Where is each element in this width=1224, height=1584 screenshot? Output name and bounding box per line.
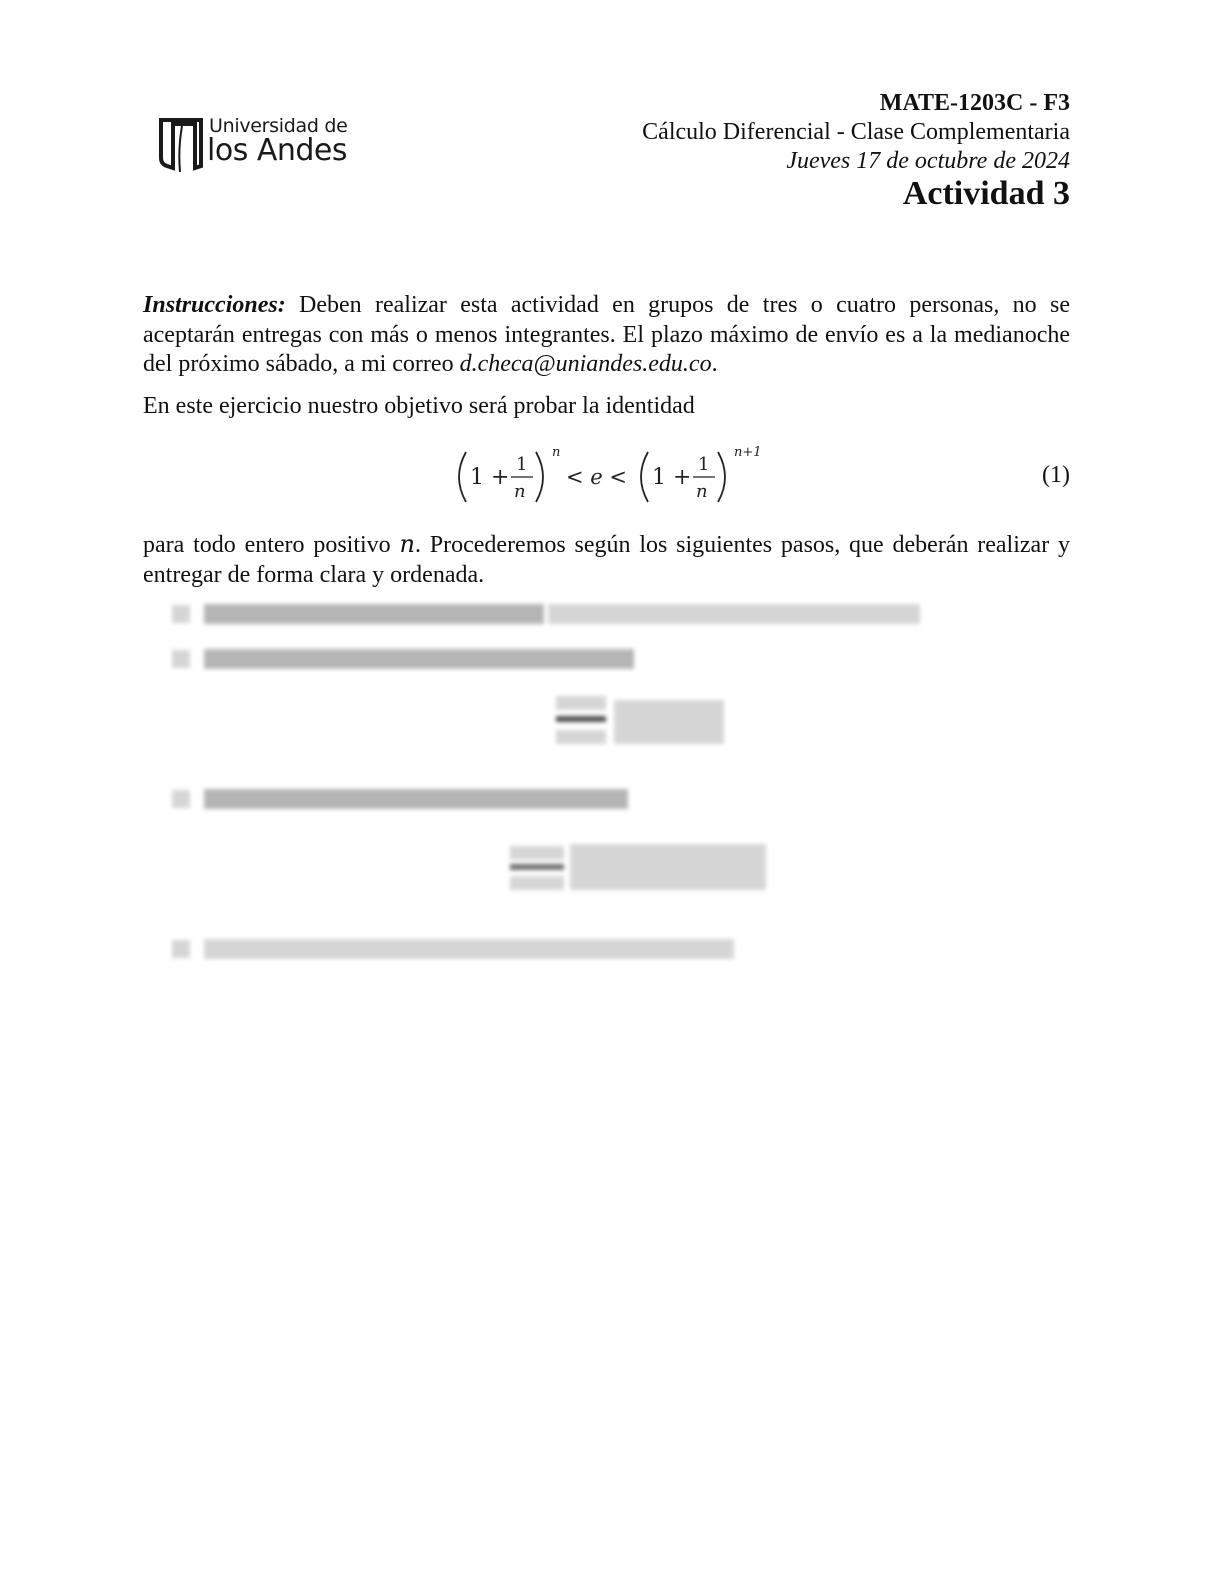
- logo-line-1: Universidad de: [209, 115, 348, 137]
- obscured-step-text: [548, 604, 920, 624]
- obscured-formula: [570, 844, 766, 890]
- equation-1: [450, 440, 1080, 520]
- lhs-numerator: 1: [516, 454, 528, 475]
- obscured-step-number: [172, 605, 190, 623]
- right-paren: [536, 452, 543, 502]
- left-paren: [641, 452, 648, 502]
- obscured-step-number: [172, 940, 190, 958]
- university-logo: [157, 114, 347, 174]
- obscured-step-number: [172, 790, 190, 808]
- obscured-formula: [556, 730, 606, 744]
- obscured-formula: [510, 876, 564, 890]
- instructions-paragraph: [143, 291, 1070, 380]
- instructions-end: .: [711, 351, 718, 377]
- instructions-text: Deben realizar esta actividad en grupos de tres o cuatro personas, no se aceptarán entregas con más o menos integrantes. El plazo máximo de envío es a la medianoche del próximo sábado, a mi correo: [143, 292, 1070, 377]
- course-code: MATE-1203C - F3: [879, 90, 1070, 116]
- rhs-base: 1 +: [652, 465, 692, 490]
- intro-paragraph: En este ejercicio nuestro objetivo será probar la identidad: [143, 393, 695, 419]
- document-date: Jueves 17 de octubre de 2024: [786, 148, 1070, 174]
- obscured-formula-bar: [556, 716, 606, 722]
- obscured-formula: [556, 696, 606, 710]
- activity-title: Actividad 3: [902, 175, 1070, 212]
- variable-n: n: [399, 530, 415, 558]
- right-paren: [718, 452, 725, 502]
- instructions-label: Instrucciones:: [143, 292, 286, 318]
- lhs-exponent: n: [552, 445, 561, 460]
- obscured-step-text: [204, 939, 734, 959]
- obscured-step-text: [204, 789, 628, 809]
- obscured-formula: [614, 700, 724, 744]
- obscured-step-number: [172, 650, 190, 668]
- obscured-formula-bar: [510, 864, 564, 870]
- course-name: Cálculo Diferencial - Clase Complementaria: [642, 119, 1070, 145]
- logo-line-2: los Andes: [207, 133, 348, 168]
- middle-inequality: < e <: [566, 465, 627, 489]
- obscured-step-text: [204, 649, 634, 669]
- document-header: [642, 88, 1070, 212]
- continuation-paragraph: [143, 530, 1070, 590]
- equation-graphic: [450, 440, 790, 520]
- obscured-formula: [510, 846, 564, 860]
- instructor-email[interactable]: d.checa@uniandes.edu.co: [459, 351, 712, 377]
- lhs-base: 1 +: [470, 465, 510, 490]
- obscured-step-text: [204, 604, 544, 624]
- continuation-before: para todo entero positivo: [143, 532, 400, 558]
- rhs-numerator: 1: [698, 454, 710, 475]
- rhs-exponent: n+1: [734, 445, 762, 460]
- rhs-denominator: n: [696, 481, 708, 502]
- logo-shield-icon: [157, 114, 203, 174]
- continuation-after: . Procederemos según los siguientes pasos, que deberán realizar y entregar de forma clara y ordenada.: [143, 532, 1070, 588]
- equation-number: (1): [1042, 462, 1070, 488]
- left-paren: [459, 452, 466, 502]
- lhs-denominator: n: [514, 481, 526, 502]
